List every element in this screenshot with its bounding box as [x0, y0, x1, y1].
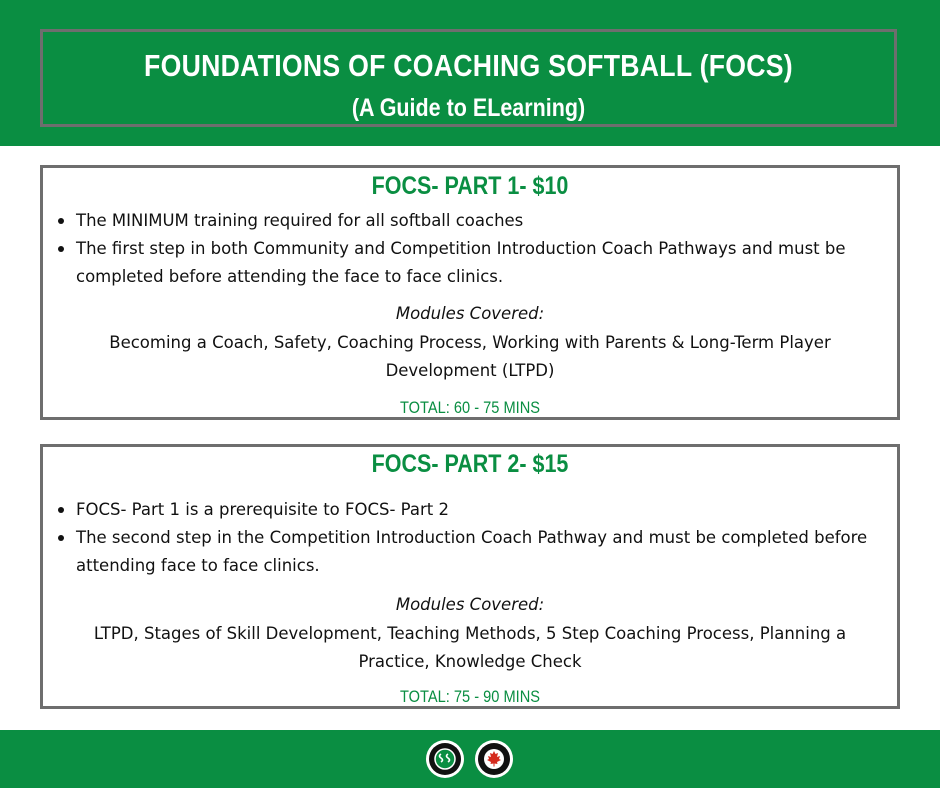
- header-band: [0, 0, 940, 146]
- focs-part-1-card: [40, 165, 900, 420]
- focs-part-2-card: [40, 444, 900, 709]
- page-title: FOUNDATIONS OF COACHING SOFTBALL (FOCS): [144, 48, 793, 83]
- softball-saskatchewan-logo: [425, 739, 465, 779]
- softball-canada-logo: [474, 739, 514, 779]
- modules-list: Becoming a Coach, Safety, Coaching Process, Working with Parents & Long-Term Player Development (LTPD): [109, 333, 831, 380]
- page-subtitle: (A Guide to ELearning): [351, 94, 586, 122]
- bullet-item: The first step in both Community and Competition Introduction Coach Pathways and must be completed before attending the face to face clinics.: [73, 235, 891, 291]
- total-duration: TOTAL: 60 - 75 MINS: [399, 398, 541, 417]
- bullet-list: [73, 207, 891, 291]
- footer-band: [0, 730, 940, 788]
- bullet-item: FOCS- Part 1 is a prerequisite to FOCS- Part 2: [73, 496, 891, 524]
- card-title: FOCS- PART 2- $15: [371, 450, 569, 478]
- total-duration: TOTAL: 75 - 90 MINS: [399, 687, 541, 706]
- bullet-list: [73, 496, 891, 580]
- modules-label: Modules Covered:: [395, 595, 545, 614]
- card-title: FOCS- PART 1- $10: [371, 172, 569, 200]
- bullet-item: The second step in the Competition Introduction Coach Pathway and must be completed before attending face to face clinics.: [73, 524, 891, 580]
- bullet-item: The MINIMUM training required for all softball coaches: [73, 207, 891, 235]
- modules-label: Modules Covered:: [395, 304, 545, 323]
- header-box: [40, 29, 897, 127]
- modules-list: LTPD, Stages of Skill Development, Teaching Methods, 5 Step Coaching Process, Planning a Practice, Knowledge Check: [93, 624, 847, 671]
